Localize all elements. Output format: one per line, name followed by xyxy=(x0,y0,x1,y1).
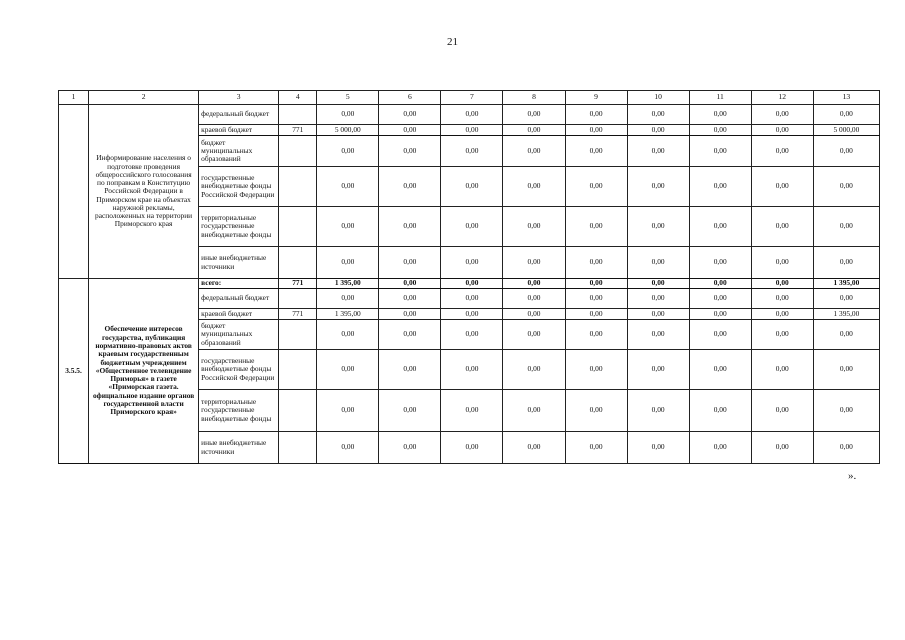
funding-source: бюджет муниципальных образований xyxy=(199,320,279,350)
closing-mark: ». xyxy=(848,470,857,482)
value-cell: 0,00 xyxy=(441,105,503,125)
value-cell: 0,00 xyxy=(751,167,813,207)
value-cell: 0,00 xyxy=(379,105,441,125)
value-cell: 0,00 xyxy=(503,167,565,207)
value-cell: 0,00 xyxy=(503,320,565,350)
header-row xyxy=(59,91,880,105)
value-cell: 0,00 xyxy=(565,289,627,309)
header-cell: 11 xyxy=(689,91,751,105)
value-cell: 0,00 xyxy=(441,136,503,167)
value-cell: 5 000,00 xyxy=(317,125,379,136)
value-cell: 1 395,00 xyxy=(317,279,379,289)
value-cell: 0,00 xyxy=(813,247,879,279)
header-cell: 1 xyxy=(59,91,89,105)
value-cell: 0,00 xyxy=(503,247,565,279)
value-cell: 0,00 xyxy=(379,247,441,279)
value-cell: 0,00 xyxy=(441,309,503,320)
value-cell: 0,00 xyxy=(379,390,441,432)
value-cell: 0,00 xyxy=(751,207,813,247)
funding-source: иные внебюджетные источники xyxy=(199,432,279,464)
value-cell: 0,00 xyxy=(689,207,751,247)
value-cell: 0,00 xyxy=(565,136,627,167)
value-cell: 0,00 xyxy=(379,350,441,390)
value-cell: 0,00 xyxy=(627,390,689,432)
header-cell: 13 xyxy=(813,91,879,105)
value-cell: 0,00 xyxy=(565,125,627,136)
item-code: 3.5.5. xyxy=(59,279,89,464)
value-cell: 0,00 xyxy=(751,247,813,279)
value-cell: 0,00 xyxy=(503,289,565,309)
value-cell: 1 395,00 xyxy=(317,309,379,320)
value-cell: 0,00 xyxy=(441,247,503,279)
header-cell: 2 xyxy=(89,91,199,105)
value-cell: 0,00 xyxy=(813,167,879,207)
value-cell: 0,00 xyxy=(379,309,441,320)
value-cell: 0,00 xyxy=(503,105,565,125)
header-cell: 9 xyxy=(565,91,627,105)
value-cell: 0,00 xyxy=(317,136,379,167)
funding-source: территориальные государственные внебюджетные фонды xyxy=(199,390,279,432)
value-cell: 0,00 xyxy=(689,105,751,125)
value-cell: 0,00 xyxy=(813,207,879,247)
value-cell: 0,00 xyxy=(379,432,441,464)
value-cell: 0,00 xyxy=(565,105,627,125)
value-cell: 0,00 xyxy=(317,320,379,350)
value-cell: 5 000,00 xyxy=(813,125,879,136)
value-cell: 0,00 xyxy=(379,279,441,289)
funding-source: всего: xyxy=(199,279,279,289)
value-cell: 0,00 xyxy=(627,125,689,136)
value-cell: 0,00 xyxy=(441,350,503,390)
value-cell: 0,00 xyxy=(627,247,689,279)
value-cell: 0,00 xyxy=(751,390,813,432)
value-cell: 0,00 xyxy=(317,350,379,390)
value-cell: 0,00 xyxy=(503,432,565,464)
value-cell: 0,00 xyxy=(627,279,689,289)
value-cell: 0,00 xyxy=(751,289,813,309)
funding-source: федеральный бюджет xyxy=(199,105,279,125)
value-cell: 0,00 xyxy=(441,167,503,207)
value-cell: 0,00 xyxy=(689,289,751,309)
admin-code: 771 xyxy=(279,309,317,320)
funding-source: иные внебюджетные источники xyxy=(199,247,279,279)
value-cell: 0,00 xyxy=(441,432,503,464)
item-description: Информирование населения о подготовке проведения общероссийского голосования по поправкам в Конституцию Российской Федерации в Приморском крае на объектах наружной рекламы, расположенных на территории Приморского края xyxy=(89,105,199,279)
value-cell: 0,00 xyxy=(317,289,379,309)
value-cell: 0,00 xyxy=(689,279,751,289)
header-cell: 12 xyxy=(751,91,813,105)
value-cell: 0,00 xyxy=(317,207,379,247)
table-row xyxy=(59,105,880,125)
value-cell: 0,00 xyxy=(317,105,379,125)
funding-source: территориальные государственные внебюджетные фонды xyxy=(199,207,279,247)
value-cell: 0,00 xyxy=(627,136,689,167)
value-cell: 0,00 xyxy=(441,279,503,289)
value-cell: 0,00 xyxy=(627,432,689,464)
value-cell: 0,00 xyxy=(751,105,813,125)
value-cell: 0,00 xyxy=(689,390,751,432)
admin-code xyxy=(279,167,317,207)
admin-code: 771 xyxy=(279,125,317,136)
value-cell: 0,00 xyxy=(813,350,879,390)
table-body xyxy=(59,105,880,464)
value-cell: 1 395,00 xyxy=(813,279,879,289)
value-cell: 0,00 xyxy=(813,320,879,350)
funding-source: бюджет муниципальных образований xyxy=(199,136,279,167)
value-cell: 0,00 xyxy=(689,125,751,136)
funding-source: краевой бюджет xyxy=(199,125,279,136)
admin-code: 771 xyxy=(279,279,317,289)
value-cell: 0,00 xyxy=(441,289,503,309)
value-cell: 0,00 xyxy=(565,432,627,464)
value-cell: 0,00 xyxy=(627,105,689,125)
value-cell: 0,00 xyxy=(565,207,627,247)
value-cell: 0,00 xyxy=(689,350,751,390)
value-cell: 0,00 xyxy=(813,289,879,309)
value-cell: 0,00 xyxy=(379,136,441,167)
header-cell: 4 xyxy=(279,91,317,105)
value-cell: 0,00 xyxy=(689,136,751,167)
funding-source: федеральный бюджет xyxy=(199,289,279,309)
value-cell: 0,00 xyxy=(565,279,627,289)
value-cell: 0,00 xyxy=(317,247,379,279)
header-cell: 7 xyxy=(441,91,503,105)
header-cell: 3 xyxy=(199,91,279,105)
value-cell: 0,00 xyxy=(813,390,879,432)
value-cell: 0,00 xyxy=(689,320,751,350)
value-cell: 0,00 xyxy=(379,289,441,309)
value-cell: 0,00 xyxy=(441,390,503,432)
value-cell: 0,00 xyxy=(317,167,379,207)
value-cell: 0,00 xyxy=(689,309,751,320)
value-cell: 0,00 xyxy=(751,125,813,136)
admin-code xyxy=(279,289,317,309)
value-cell: 0,00 xyxy=(751,309,813,320)
value-cell: 0,00 xyxy=(379,320,441,350)
budget-table xyxy=(58,90,880,464)
admin-code xyxy=(279,350,317,390)
value-cell: 0,00 xyxy=(751,320,813,350)
value-cell: 0,00 xyxy=(317,390,379,432)
value-cell: 0,00 xyxy=(503,136,565,167)
value-cell: 1 395,00 xyxy=(813,309,879,320)
value-cell: 0,00 xyxy=(689,167,751,207)
value-cell: 0,00 xyxy=(751,432,813,464)
value-cell: 0,00 xyxy=(503,125,565,136)
header-cell: 8 xyxy=(503,91,565,105)
value-cell: 0,00 xyxy=(503,309,565,320)
value-cell: 0,00 xyxy=(627,309,689,320)
admin-code xyxy=(279,207,317,247)
value-cell: 0,00 xyxy=(689,432,751,464)
value-cell: 0,00 xyxy=(503,279,565,289)
value-cell: 0,00 xyxy=(565,390,627,432)
value-cell: 0,00 xyxy=(565,350,627,390)
value-cell: 0,00 xyxy=(627,167,689,207)
value-cell: 0,00 xyxy=(503,390,565,432)
item-code xyxy=(59,105,89,279)
value-cell: 0,00 xyxy=(441,125,503,136)
funding-source: краевой бюджет xyxy=(199,309,279,320)
value-cell: 0,00 xyxy=(751,279,813,289)
value-cell: 0,00 xyxy=(379,167,441,207)
admin-code xyxy=(279,432,317,464)
value-cell: 0,00 xyxy=(689,247,751,279)
value-cell: 0,00 xyxy=(627,320,689,350)
page-number: 21 xyxy=(447,36,458,48)
value-cell: 0,00 xyxy=(627,207,689,247)
admin-code xyxy=(279,247,317,279)
value-cell: 0,00 xyxy=(565,167,627,207)
value-cell: 0,00 xyxy=(627,350,689,390)
value-cell: 0,00 xyxy=(379,207,441,247)
admin-code xyxy=(279,136,317,167)
value-cell: 0,00 xyxy=(751,136,813,167)
value-cell: 0,00 xyxy=(813,432,879,464)
value-cell: 0,00 xyxy=(565,320,627,350)
value-cell: 0,00 xyxy=(565,247,627,279)
value-cell: 0,00 xyxy=(627,289,689,309)
header-cell: 10 xyxy=(627,91,689,105)
header-cell: 5 xyxy=(317,91,379,105)
funding-source: государственные внебюджетные фонды Российской Федерации xyxy=(199,167,279,207)
admin-code xyxy=(279,105,317,125)
table-row xyxy=(59,279,880,289)
admin-code xyxy=(279,390,317,432)
value-cell: 0,00 xyxy=(813,136,879,167)
admin-code xyxy=(279,320,317,350)
value-cell: 0,00 xyxy=(317,432,379,464)
funding-source: государственные внебюджетные фонды Российской Федерации xyxy=(199,350,279,390)
value-cell: 0,00 xyxy=(751,350,813,390)
value-cell: 0,00 xyxy=(503,207,565,247)
value-cell: 0,00 xyxy=(441,207,503,247)
header-cell: 6 xyxy=(379,91,441,105)
item-description: Обеспечение интересов государства, публикация нормативно-правовых актов краевым государственным бюджетным учреждением «Общественное телевидение Приморья» в газете «Приморская газета. официальное издание органов государственной власти Приморского края» xyxy=(89,279,199,464)
value-cell: 0,00 xyxy=(441,320,503,350)
value-cell: 0,00 xyxy=(379,125,441,136)
value-cell: 0,00 xyxy=(503,350,565,390)
value-cell: 0,00 xyxy=(813,105,879,125)
value-cell: 0,00 xyxy=(565,309,627,320)
